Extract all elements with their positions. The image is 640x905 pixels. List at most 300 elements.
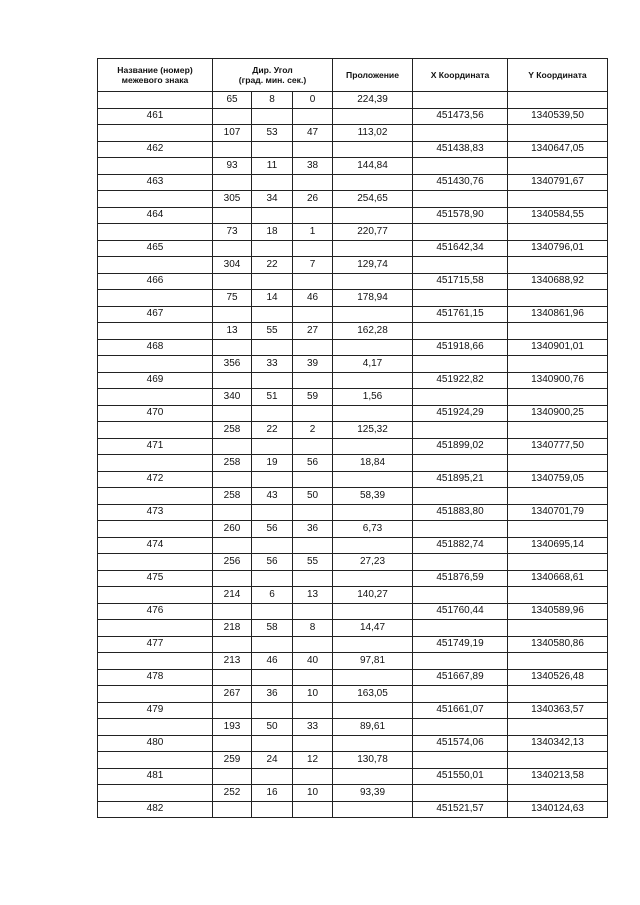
angle-min-cell: 34 <box>252 191 293 208</box>
angle-min-cell: 36 <box>252 686 293 703</box>
point-row <box>98 240 608 257</box>
segment-row <box>98 92 608 109</box>
segment-row <box>98 620 608 637</box>
segment-row <box>98 455 608 472</box>
point-name-cell: 470 <box>98 405 213 422</box>
angle-sec-cell: 26 <box>293 191 333 208</box>
length-cell: 220,77 <box>333 224 413 241</box>
header-angle <box>213 59 333 92</box>
y-coordinate-cell: 1340701,79 <box>508 504 608 521</box>
point-name-cell: 472 <box>98 471 213 488</box>
angle-sec-cell: 33 <box>293 719 333 736</box>
angle-sec-cell <box>293 504 333 521</box>
angle-min-cell <box>252 372 293 389</box>
y-coordinate-cell: 1340796,01 <box>508 240 608 257</box>
segment-row <box>98 653 608 670</box>
angle-sec-cell: 13 <box>293 587 333 604</box>
angle-deg-cell <box>213 306 252 323</box>
point-name-cell <box>98 785 213 802</box>
point-name-cell <box>98 191 213 208</box>
x-coordinate-cell: 451761,15 <box>413 306 508 323</box>
x-coordinate-cell <box>413 257 508 274</box>
angle-sec-cell: 36 <box>293 521 333 538</box>
angle-min-cell <box>252 603 293 620</box>
length-cell <box>333 405 413 422</box>
x-coordinate-cell: 451749,19 <box>413 636 508 653</box>
y-coordinate-cell <box>508 257 608 274</box>
point-name-cell: 481 <box>98 768 213 785</box>
x-coordinate-cell: 451715,58 <box>413 273 508 290</box>
angle-sec-cell: 10 <box>293 686 333 703</box>
length-cell <box>333 174 413 191</box>
y-coordinate-cell <box>508 389 608 406</box>
point-name-cell: 480 <box>98 735 213 752</box>
x-coordinate-cell: 451550,01 <box>413 768 508 785</box>
segment-row <box>98 323 608 340</box>
segment-row <box>98 158 608 175</box>
angle-min-cell: 55 <box>252 323 293 340</box>
length-cell <box>333 372 413 389</box>
angle-min-cell <box>252 801 293 818</box>
angle-deg-cell <box>213 471 252 488</box>
angle-min-cell <box>252 174 293 191</box>
y-coordinate-cell <box>508 290 608 307</box>
x-coordinate-cell: 451430,76 <box>413 174 508 191</box>
angle-deg-cell: 258 <box>213 488 252 505</box>
angle-sec-cell <box>293 306 333 323</box>
point-name-cell <box>98 290 213 307</box>
angle-deg-cell: 213 <box>213 653 252 670</box>
angle-sec-cell <box>293 141 333 158</box>
angle-sec-cell: 39 <box>293 356 333 373</box>
segment-row <box>98 521 608 538</box>
angle-min-cell: 6 <box>252 587 293 604</box>
angle-deg-cell <box>213 174 252 191</box>
header-angle-line1: Дир. Угол <box>252 65 293 75</box>
angle-min-cell <box>252 240 293 257</box>
y-coordinate-cell: 1340589,96 <box>508 603 608 620</box>
angle-sec-cell <box>293 207 333 224</box>
angle-min-cell <box>252 405 293 422</box>
length-cell <box>333 537 413 554</box>
point-name-cell: 478 <box>98 669 213 686</box>
point-row <box>98 207 608 224</box>
length-cell: 163,05 <box>333 686 413 703</box>
segment-row <box>98 224 608 241</box>
angle-deg-cell <box>213 735 252 752</box>
y-coordinate-cell <box>508 653 608 670</box>
point-name-cell: 461 <box>98 108 213 125</box>
header-name <box>98 59 213 92</box>
angle-min-cell: 19 <box>252 455 293 472</box>
length-cell <box>333 438 413 455</box>
angle-sec-cell: 12 <box>293 752 333 769</box>
y-coordinate-cell <box>508 785 608 802</box>
header-length: Проложение <box>333 59 413 92</box>
angle-deg-cell <box>213 339 252 356</box>
point-row <box>98 702 608 719</box>
y-coordinate-cell <box>508 455 608 472</box>
x-coordinate-cell <box>413 686 508 703</box>
point-name-cell <box>98 257 213 274</box>
point-name-cell <box>98 620 213 637</box>
length-cell: 18,84 <box>333 455 413 472</box>
x-coordinate-cell <box>413 389 508 406</box>
header-y: Y Координата <box>508 59 608 92</box>
length-cell <box>333 339 413 356</box>
point-name-cell: 467 <box>98 306 213 323</box>
angle-deg-cell <box>213 570 252 587</box>
segment-row <box>98 290 608 307</box>
length-cell: 14,47 <box>333 620 413 637</box>
angle-min-cell <box>252 537 293 554</box>
angle-sec-cell <box>293 108 333 125</box>
angle-deg-cell <box>213 702 252 719</box>
y-coordinate-cell <box>508 521 608 538</box>
point-name-cell <box>98 125 213 142</box>
x-coordinate-cell <box>413 356 508 373</box>
angle-deg-cell: 65 <box>213 92 252 109</box>
length-cell: 162,28 <box>333 323 413 340</box>
angle-sec-cell: 40 <box>293 653 333 670</box>
x-coordinate-cell: 451642,34 <box>413 240 508 257</box>
y-coordinate-cell: 1340777,50 <box>508 438 608 455</box>
y-coordinate-cell: 1340124,63 <box>508 801 608 818</box>
x-coordinate-cell <box>413 323 508 340</box>
length-cell: 224,39 <box>333 92 413 109</box>
length-cell <box>333 141 413 158</box>
length-cell <box>333 108 413 125</box>
point-name-cell <box>98 554 213 571</box>
header-x: X Координата <box>413 59 508 92</box>
angle-deg-cell <box>213 636 252 653</box>
point-name-cell: 464 <box>98 207 213 224</box>
length-cell <box>333 306 413 323</box>
y-coordinate-cell: 1340668,61 <box>508 570 608 587</box>
x-coordinate-cell: 451918,66 <box>413 339 508 356</box>
angle-sec-cell <box>293 735 333 752</box>
angle-sec-cell: 38 <box>293 158 333 175</box>
angle-min-cell <box>252 471 293 488</box>
angle-deg-cell <box>213 801 252 818</box>
y-coordinate-cell <box>508 224 608 241</box>
angle-deg-cell <box>213 768 252 785</box>
point-name-cell: 474 <box>98 537 213 554</box>
y-coordinate-cell <box>508 620 608 637</box>
x-coordinate-cell <box>413 785 508 802</box>
angle-min-cell <box>252 636 293 653</box>
length-cell: 1,56 <box>333 389 413 406</box>
angle-deg-cell: 258 <box>213 455 252 472</box>
y-coordinate-cell: 1340647,05 <box>508 141 608 158</box>
angle-sec-cell <box>293 603 333 620</box>
point-row <box>98 570 608 587</box>
angle-min-cell <box>252 207 293 224</box>
angle-min-cell: 22 <box>252 422 293 439</box>
angle-min-cell: 11 <box>252 158 293 175</box>
boundary-coordinates-table <box>97 58 608 818</box>
angle-sec-cell: 55 <box>293 554 333 571</box>
length-cell: 140,27 <box>333 587 413 604</box>
angle-min-cell: 22 <box>252 257 293 274</box>
x-coordinate-cell <box>413 554 508 571</box>
point-name-cell <box>98 389 213 406</box>
x-coordinate-cell <box>413 158 508 175</box>
x-coordinate-cell <box>413 290 508 307</box>
length-cell: 4,17 <box>333 356 413 373</box>
angle-min-cell: 14 <box>252 290 293 307</box>
length-cell: 129,74 <box>333 257 413 274</box>
length-cell: 113,02 <box>333 125 413 142</box>
point-row <box>98 141 608 158</box>
x-coordinate-cell: 451883,80 <box>413 504 508 521</box>
angle-sec-cell: 8 <box>293 620 333 637</box>
length-cell <box>333 504 413 521</box>
length-cell <box>333 801 413 818</box>
y-coordinate-cell: 1340539,50 <box>508 108 608 125</box>
segment-row <box>98 488 608 505</box>
y-coordinate-cell: 1340342,13 <box>508 735 608 752</box>
angle-deg-cell: 259 <box>213 752 252 769</box>
point-row <box>98 801 608 818</box>
point-row <box>98 438 608 455</box>
y-coordinate-cell <box>508 422 608 439</box>
x-coordinate-cell: 451438,83 <box>413 141 508 158</box>
point-name-cell: 482 <box>98 801 213 818</box>
angle-min-cell <box>252 438 293 455</box>
point-name-cell <box>98 422 213 439</box>
angle-min-cell <box>252 735 293 752</box>
x-coordinate-cell <box>413 521 508 538</box>
y-coordinate-cell <box>508 752 608 769</box>
length-cell <box>333 669 413 686</box>
y-coordinate-cell: 1340363,57 <box>508 702 608 719</box>
angle-min-cell: 8 <box>252 92 293 109</box>
angle-sec-cell <box>293 768 333 785</box>
angle-min-cell: 56 <box>252 521 293 538</box>
point-name-cell <box>98 455 213 472</box>
angle-sec-cell <box>293 570 333 587</box>
angle-sec-cell <box>293 339 333 356</box>
x-coordinate-cell <box>413 752 508 769</box>
x-coordinate-cell: 451473,56 <box>413 108 508 125</box>
y-coordinate-cell <box>508 554 608 571</box>
y-coordinate-cell: 1340526,48 <box>508 669 608 686</box>
angle-deg-cell: 218 <box>213 620 252 637</box>
angle-sec-cell: 7 <box>293 257 333 274</box>
angle-sec-cell: 59 <box>293 389 333 406</box>
angle-sec-cell: 10 <box>293 785 333 802</box>
x-coordinate-cell: 451661,07 <box>413 702 508 719</box>
point-row <box>98 768 608 785</box>
y-coordinate-cell: 1340900,25 <box>508 405 608 422</box>
angle-sec-cell: 0 <box>293 92 333 109</box>
y-coordinate-cell: 1340759,05 <box>508 471 608 488</box>
angle-deg-cell <box>213 669 252 686</box>
y-coordinate-cell <box>508 587 608 604</box>
x-coordinate-cell: 451895,21 <box>413 471 508 488</box>
angle-min-cell: 18 <box>252 224 293 241</box>
angle-sec-cell <box>293 801 333 818</box>
angle-min-cell <box>252 768 293 785</box>
angle-sec-cell <box>293 372 333 389</box>
angle-deg-cell: 107 <box>213 125 252 142</box>
point-name-cell <box>98 158 213 175</box>
angle-deg-cell: 258 <box>213 422 252 439</box>
point-row <box>98 108 608 125</box>
angle-sec-cell <box>293 273 333 290</box>
x-coordinate-cell <box>413 224 508 241</box>
angle-min-cell: 51 <box>252 389 293 406</box>
angle-deg-cell: 305 <box>213 191 252 208</box>
y-coordinate-cell: 1340900,76 <box>508 372 608 389</box>
length-cell <box>333 273 413 290</box>
point-name-cell: 475 <box>98 570 213 587</box>
point-name-cell <box>98 323 213 340</box>
x-coordinate-cell: 451760,44 <box>413 603 508 620</box>
header-row <box>98 59 608 92</box>
y-coordinate-cell <box>508 125 608 142</box>
y-coordinate-cell: 1340791,67 <box>508 174 608 191</box>
angle-min-cell: 50 <box>252 719 293 736</box>
length-cell <box>333 207 413 224</box>
angle-min-cell: 58 <box>252 620 293 637</box>
point-name-cell: 471 <box>98 438 213 455</box>
y-coordinate-cell <box>508 719 608 736</box>
y-coordinate-cell: 1340901,01 <box>508 339 608 356</box>
angle-sec-cell: 2 <box>293 422 333 439</box>
y-coordinate-cell <box>508 686 608 703</box>
point-name-cell <box>98 521 213 538</box>
point-name-cell: 462 <box>98 141 213 158</box>
angle-deg-cell <box>213 405 252 422</box>
segment-row <box>98 752 608 769</box>
angle-sec-cell: 46 <box>293 290 333 307</box>
point-name-cell <box>98 719 213 736</box>
length-cell: 93,39 <box>333 785 413 802</box>
angle-deg-cell <box>213 438 252 455</box>
point-row <box>98 669 608 686</box>
point-row <box>98 306 608 323</box>
point-name-cell: 476 <box>98 603 213 620</box>
point-row <box>98 405 608 422</box>
angle-deg-cell: 260 <box>213 521 252 538</box>
x-coordinate-cell: 451578,90 <box>413 207 508 224</box>
angle-deg-cell: 214 <box>213 587 252 604</box>
point-name-cell: 463 <box>98 174 213 191</box>
length-cell <box>333 735 413 752</box>
point-row <box>98 372 608 389</box>
point-name-cell <box>98 686 213 703</box>
segment-row <box>98 125 608 142</box>
angle-sec-cell: 27 <box>293 323 333 340</box>
x-coordinate-cell <box>413 125 508 142</box>
angle-sec-cell <box>293 438 333 455</box>
angle-sec-cell <box>293 174 333 191</box>
y-coordinate-cell <box>508 191 608 208</box>
angle-min-cell <box>252 669 293 686</box>
point-row <box>98 636 608 653</box>
point-name-cell: 479 <box>98 702 213 719</box>
x-coordinate-cell: 451922,82 <box>413 372 508 389</box>
angle-deg-cell <box>213 537 252 554</box>
angle-deg-cell: 340 <box>213 389 252 406</box>
point-name-cell: 473 <box>98 504 213 521</box>
y-coordinate-cell: 1340584,55 <box>508 207 608 224</box>
angle-deg-cell <box>213 108 252 125</box>
x-coordinate-cell <box>413 587 508 604</box>
angle-min-cell: 46 <box>252 653 293 670</box>
x-coordinate-cell <box>413 653 508 670</box>
angle-deg-cell: 256 <box>213 554 252 571</box>
point-row <box>98 603 608 620</box>
point-row <box>98 174 608 191</box>
point-name-cell: 477 <box>98 636 213 653</box>
y-coordinate-cell <box>508 92 608 109</box>
y-coordinate-cell <box>508 158 608 175</box>
point-row <box>98 537 608 554</box>
angle-min-cell <box>252 108 293 125</box>
angle-deg-cell <box>213 504 252 521</box>
angle-deg-cell: 75 <box>213 290 252 307</box>
y-coordinate-cell <box>508 323 608 340</box>
length-cell <box>333 702 413 719</box>
x-coordinate-cell <box>413 422 508 439</box>
point-name-cell: 468 <box>98 339 213 356</box>
angle-min-cell: 53 <box>252 125 293 142</box>
angle-deg-cell: 267 <box>213 686 252 703</box>
length-cell: 89,61 <box>333 719 413 736</box>
point-name-cell <box>98 92 213 109</box>
x-coordinate-cell: 451882,74 <box>413 537 508 554</box>
angle-sec-cell: 56 <box>293 455 333 472</box>
angle-min-cell: 56 <box>252 554 293 571</box>
length-cell <box>333 471 413 488</box>
length-cell: 6,73 <box>333 521 413 538</box>
length-cell: 178,94 <box>333 290 413 307</box>
y-coordinate-cell: 1340688,92 <box>508 273 608 290</box>
length-cell: 58,39 <box>333 488 413 505</box>
segment-row <box>98 389 608 406</box>
angle-sec-cell <box>293 405 333 422</box>
x-coordinate-cell <box>413 620 508 637</box>
segment-row <box>98 191 608 208</box>
x-coordinate-cell: 451667,89 <box>413 669 508 686</box>
angle-sec-cell: 50 <box>293 488 333 505</box>
point-row <box>98 471 608 488</box>
point-name-cell: 466 <box>98 273 213 290</box>
x-coordinate-cell: 451899,02 <box>413 438 508 455</box>
x-coordinate-cell <box>413 191 508 208</box>
point-name-cell <box>98 653 213 670</box>
length-cell: 144,84 <box>333 158 413 175</box>
length-cell <box>333 570 413 587</box>
angle-sec-cell: 1 <box>293 224 333 241</box>
angle-sec-cell <box>293 537 333 554</box>
angle-sec-cell <box>293 471 333 488</box>
length-cell <box>333 768 413 785</box>
angle-deg-cell: 93 <box>213 158 252 175</box>
angle-min-cell <box>252 702 293 719</box>
angle-sec-cell: 47 <box>293 125 333 142</box>
angle-min-cell: 24 <box>252 752 293 769</box>
x-coordinate-cell <box>413 719 508 736</box>
segment-row <box>98 686 608 703</box>
point-name-cell: 465 <box>98 240 213 257</box>
angle-deg-cell: 252 <box>213 785 252 802</box>
angle-min-cell <box>252 339 293 356</box>
segment-row <box>98 356 608 373</box>
